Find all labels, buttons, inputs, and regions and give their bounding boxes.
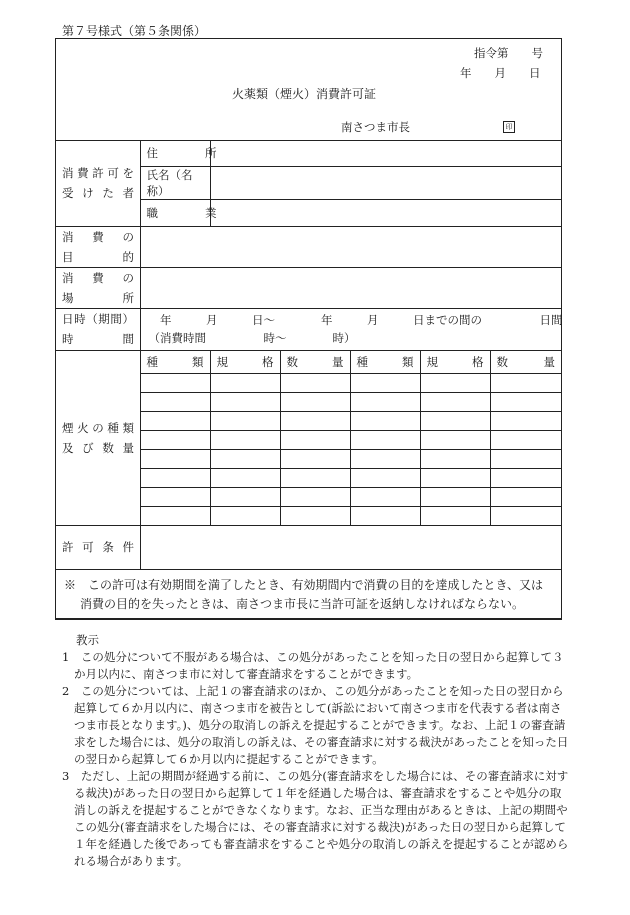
return-note: ※ この許可は有効期間を満了したとき、有効期間内で消費の目的を達成したとき、又は消費の目的を失ったときは、南さつま市長に当許可証を返納しなければならない。 <box>56 569 561 618</box>
purpose-label: 消費の 目的 <box>56 226 140 267</box>
seal-icon: 印 <box>503 121 515 133</box>
name-field[interactable] <box>210 166 561 199</box>
document-title: 火薬類（煙火）消費許可証 <box>232 87 377 101</box>
permit-form <box>55 38 562 620</box>
address-label: 住所 <box>140 141 210 166</box>
quantity-header-2: 数量 <box>490 350 561 373</box>
fireworks-label: 煙火の種類 及び数量 <box>56 350 140 525</box>
quantity-header-1: 数量 <box>280 350 350 373</box>
spec-header-1: 規格 <box>210 350 280 373</box>
instruction-item-1: 1 この処分について不服がある場合は、この処分があったことを知った日の翌日から起算して３か月以内に、南さつま市に対して審査請求をすることができます。 <box>62 650 564 681</box>
spec-header-2: 規格 <box>420 350 490 373</box>
form-table <box>56 141 561 619</box>
datetime-label: 日時（期間） 時間 <box>56 308 140 350</box>
consumption-hours-text: （消費時間 時～ 時） <box>148 331 356 345</box>
datetime-range-text: 年 月 日～ 年 月 日までの間の 日間 <box>148 313 563 327</box>
issuer-name: 南さつま市長 <box>341 120 410 134</box>
kind-header-2: 種類 <box>350 350 420 373</box>
issue-date: 年 月 日 <box>460 66 541 80</box>
instructions-heading: 教示 <box>76 633 99 647</box>
permittee-label: 消費許可を 受けた者 <box>56 141 140 226</box>
address-field[interactable] <box>210 141 561 166</box>
instructions <box>62 632 570 870</box>
instruction-item-3: 3 ただし、上記の期間が経過する前に、この処分(審査請求をした場合には、その審査請求に対する裁決)があった日の翌日から起算して１年を経過した場合は、審査請求をすることや処分の取消しの訴えを提起することができなくなります。なお、正当な理由があるときは、上記の期間やこの処分(審査請求をした場合には、その審査請求に対する裁決)があった日の翌日から起算して１年を経過した後であっても審査請求をすることや処分の取消しの訴えを提起することが認められる場合があります。 <box>62 769 569 868</box>
form-number: 第７号様式（第５条関係） <box>62 24 207 38</box>
purpose-field[interactable] <box>140 226 561 267</box>
kind-header-1: 種類 <box>140 350 210 373</box>
title-block <box>56 39 561 141</box>
place-field[interactable] <box>140 267 561 308</box>
occupation-label: 職業 <box>140 199 210 226</box>
place-label: 消費の 場所 <box>56 267 140 308</box>
name-label: 氏名（名称） <box>140 166 210 199</box>
conditions-field[interactable] <box>140 525 561 569</box>
permit-number: 指令第 号 <box>474 46 543 60</box>
occupation-field[interactable] <box>210 199 561 226</box>
datetime-field[interactable] <box>140 308 561 350</box>
conditions-label: 許可条件 <box>56 525 140 569</box>
instruction-item-2: 2 この処分については、上記１の審査請求のほか、この処分があったことを知った日の翌日から起算して６か月以内に、南さつま市を被告として(訴訟において南さつま市を代表する者は南さつま市長となります。)、処分の取消しの訴えを提起することができます。なお、上記１の審査請求をした場合には、処分の取消しの訴えは、その審査請求に対する裁決があったことを知った日の翌日から起算して６か月以内に提起することができます。 <box>62 684 569 766</box>
